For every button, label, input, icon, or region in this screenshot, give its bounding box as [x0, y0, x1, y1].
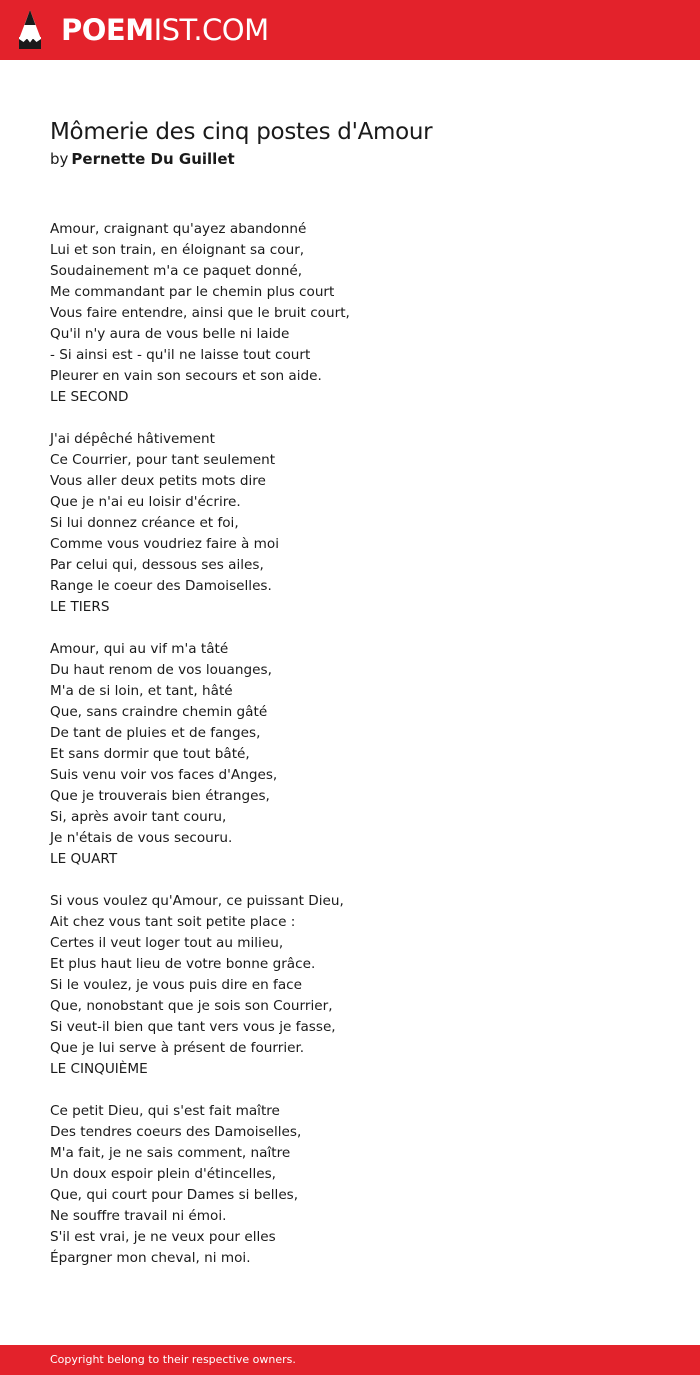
poem-line: Pleurer en vain son secours et son aide.	[50, 368, 322, 384]
site-footer	[0, 1345, 700, 1375]
poem-line: Que je lui serve à présent de fourrier.	[50, 1040, 305, 1056]
poem-line: Je n'étais de vous secouru.	[50, 830, 233, 846]
logo-text-bold: POEM	[61, 13, 154, 47]
poem-line: M'a de si loin, et tant, hâté	[50, 683, 233, 699]
poem-title: Mômerie des cinq postes d'Amour	[50, 119, 433, 145]
poem-line: De tant de pluies et de fanges,	[50, 725, 261, 741]
poem-header	[50, 116, 650, 170]
pencil-icon[interactable]	[16, 9, 44, 51]
poem-line: Me commandant par le chemin plus court	[50, 284, 335, 300]
poem-line: Comme vous voudriez faire à moi	[50, 536, 280, 552]
stanza-break	[50, 618, 650, 639]
poem-line: Et sans dormir que tout bâté,	[50, 746, 250, 762]
poem-line: Ne souffre travail ni émoi.	[50, 1208, 227, 1224]
stanza-break	[50, 870, 650, 891]
poem-line: Vous faire entendre, ainsi que le bruit court,	[50, 305, 350, 321]
poem-line: LE CINQUIÈME	[50, 1061, 148, 1077]
poem-line: Ce petit Dieu, qui s'est fait maître	[50, 1103, 280, 1119]
author-name: Pernette Du Guillet	[71, 150, 235, 168]
poem-line: Amour, qui au vif m'a tâté	[50, 641, 229, 657]
poem-line: - Si ainsi est - qu'il ne laisse tout court	[50, 347, 311, 363]
site-logo[interactable]	[61, 12, 269, 48]
poem-line: Par celui qui, dessous ses ailes,	[50, 557, 264, 573]
logo-text-light: IST.COM	[153, 13, 269, 47]
by-label: by	[50, 150, 69, 168]
poem-line: Certes il veut loger tout au milieu,	[50, 935, 284, 951]
poem-line: Amour, craignant qu'ayez abandonné	[50, 221, 307, 237]
poem-line: Si le voulez, je vous puis dire en face	[50, 977, 302, 993]
byline	[50, 148, 650, 170]
poem-line: Qu'il n'y aura de vous belle ni laide	[50, 326, 290, 342]
poem-line: S'il est vrai, je ne veux pour elles	[50, 1229, 276, 1245]
poem-line: Un doux espoir plein d'étincelles,	[50, 1166, 276, 1182]
poem-line: Si lui donnez créance et foi,	[50, 515, 239, 531]
poem-line: Si vous voulez qu'Amour, ce puissant Dieu,	[50, 893, 344, 909]
poem-line: LE QUART	[50, 851, 118, 867]
poem-line: LE TIERS	[50, 599, 110, 615]
stanza-break	[50, 1080, 650, 1101]
poem-line: Lui et son train, en éloignant sa cour,	[50, 242, 305, 258]
stanza-break	[50, 408, 650, 429]
poem-line: Suis venu voir vos faces d'Anges,	[50, 767, 278, 783]
poem-line: Que, nonobstant que je sois son Courrier,	[50, 998, 333, 1014]
site-header	[0, 0, 700, 60]
poem-line: Si veut-il bien que tant vers vous je fasse,	[50, 1019, 336, 1035]
copyright-text: Copyright belong to their respective owners.	[50, 1353, 296, 1366]
poem-line: Que, sans craindre chemin gâté	[50, 704, 268, 720]
poem-line: M'a fait, je ne sais comment, naître	[50, 1145, 291, 1161]
poem-line: Si, après avoir tant couru,	[50, 809, 227, 825]
poem-line: Range le coeur des Damoiselles.	[50, 578, 272, 594]
poem-line: Soudainement m'a ce paquet donné,	[50, 263, 303, 279]
poem-line: Que je n'ai eu loisir d'écrire.	[50, 494, 241, 510]
poem-line: Que je trouverais bien étranges,	[50, 788, 270, 804]
poem-line: J'ai dépêché hâtivement	[50, 431, 215, 447]
poem-body	[50, 219, 650, 1269]
poem-line: Et plus haut lieu de votre bonne grâce.	[50, 956, 316, 972]
poem-line: Des tendres coeurs des Damoiselles,	[50, 1124, 302, 1140]
poem-line: Ce Courrier, pour tant seulement	[50, 452, 276, 468]
poem-line: Épargner mon cheval, ni moi.	[50, 1250, 251, 1266]
poem-line: Vous aller deux petits mots dire	[50, 473, 266, 489]
poem-line: Ait chez vous tant soit petite place :	[50, 914, 296, 930]
poem-line: Du haut renom de vos louanges,	[50, 662, 272, 678]
poem-line: Que, qui court pour Dames si belles,	[50, 1187, 299, 1203]
poem-line: LE SECOND	[50, 389, 129, 405]
